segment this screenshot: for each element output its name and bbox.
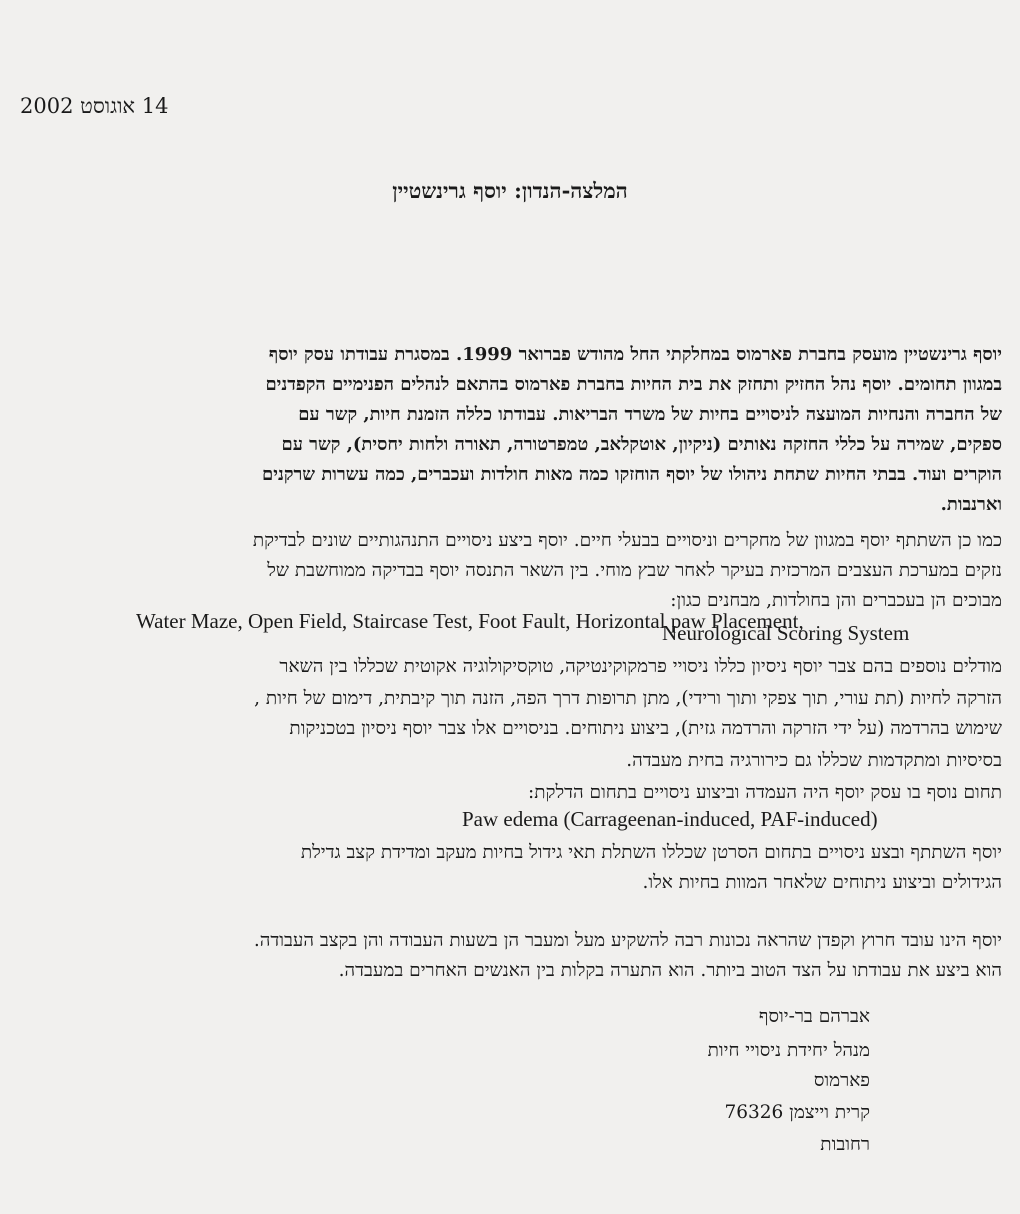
para3-line-1: מודלים נוספים בהם צבר יוסף ניסיון כללו ניסויי פרמקוקינטיקה, טוקסיקולוגיה אקוטית שכללו בין השאר (279, 656, 1002, 677)
para1-line-2: במגוון תחומים. יוסף נהל החזיק ותחזק את בית החיות בחברת פארמוס בהתאם לנהלים הפנימיים הקפדנים (265, 374, 1002, 395)
tests-line-2: Neurological Scoring System (662, 621, 910, 645)
para2-line-1: כמו כן השתתף יוסף במגוון של מחקרים וניסויים בבעלי חיים. יוסף ביצע ניסויים התנהגותיים שונים לבדיקת (252, 530, 1002, 551)
para3-line-4: בסיסיות ומתקדמות שכללו גם כירורגיה בחית מעבדה. (626, 750, 1002, 771)
tests-line-1: Water Maze, Open Field, Staircase Test, Foot Fault, Horizontal paw Placement, (136, 609, 804, 633)
signature-address: קרית וייצמן 76326 (724, 1102, 870, 1123)
para4-line-2: הגידולים וביצוע ניתוחים שלאחר המוות בחיות אלו. (642, 872, 1002, 893)
para4-line-1: יוסף השתתף ובצע ניסויים בתחום הסרטן שכללו השתלת תאי גידול בחיות מעקב ומדידת קצב גדילת (300, 842, 1002, 863)
para5-line-2: הוא ביצע את עבודתו על הצד הטוב ביותר. הוא התערה בקלות בין האנשים האחרים במעבדה. (338, 960, 1002, 981)
para1-line-3: של החברה והנחיות המועצה לניסויים בחיות של משרד הבריאות. עבודתו כללה הזמנת חיות, קשר עם (298, 404, 1002, 425)
para2-line-2: נזקים במערכת העצבים המרכזית בעיקר לאחר שבץ מוחי. בין השאר התנסה יוסף בבדיקה ממוחשבת של (267, 560, 1002, 581)
letter-title: המלצה-הנדון: יוסף גרינשטיין (392, 178, 628, 203)
para1-line-1: יוסף גרינשטיין מועסק בחברת פארמוס במחלקתי החל מהודש פברואר 1999. במסגרת עבודתו עסק יוסף (268, 344, 1002, 365)
letter-date: 14 אוגוסט 2002 (20, 94, 169, 118)
para1-line-4: ספקים, שמירה על כללי החזקה נאותים (ניקיון, אוטקלאב, טמפרטורה, תאורה ולחות יחסית), קשר עם (281, 434, 1002, 455)
para2-line-3: מבוכים הן בעכברים והן בחולדות, מבחנים כגון: (670, 590, 1002, 611)
paw-edema-line: Paw edema (Carrageenan-induced, PAF-induced) (462, 807, 878, 831)
para1-line-5: הוקרים ועוד. בבתי החיות שתחת ניהולו של יוסף הוחזקו כמה מאות חולדות ועכברים, כמה עשרות שרקנים (262, 464, 1002, 485)
para3-line-3: שימוש בהרדמה (על ידי הזרקה והרדמה גזית), ביצוע ניתוחים. בניסויים אלו צבר יוסף ניסיון בטכניקות (289, 718, 1002, 739)
signature-city: רחובות (820, 1134, 870, 1155)
signature-name: אברהם בר-יוסף (758, 1006, 870, 1027)
para3-line-5: תחום נוסף בו עסק יוסף היה העמדה וביצוע ניסויים בתחום הדלקת: (528, 782, 1002, 803)
para3-line-2: הזרקה לחיות (תת עורי, תוך צפקי ותוך ורידי), מתן תרופות דרך הפה, הזנה תוך קיבתית, דימום של חיות , (254, 688, 1002, 709)
para1-line-6: וארנבות. (940, 494, 1002, 515)
signature-company: פארמוס (813, 1070, 870, 1091)
signature-role: מנהל יחידת ניסויי חיות (707, 1040, 870, 1061)
para5-line-1: יוסף הינו עובד חרוץ וקפדן שהראה נכונות רבה להשקיע מעל ומעבר הן בשעות העבודה והן בקצב העבודה. (253, 930, 1002, 951)
